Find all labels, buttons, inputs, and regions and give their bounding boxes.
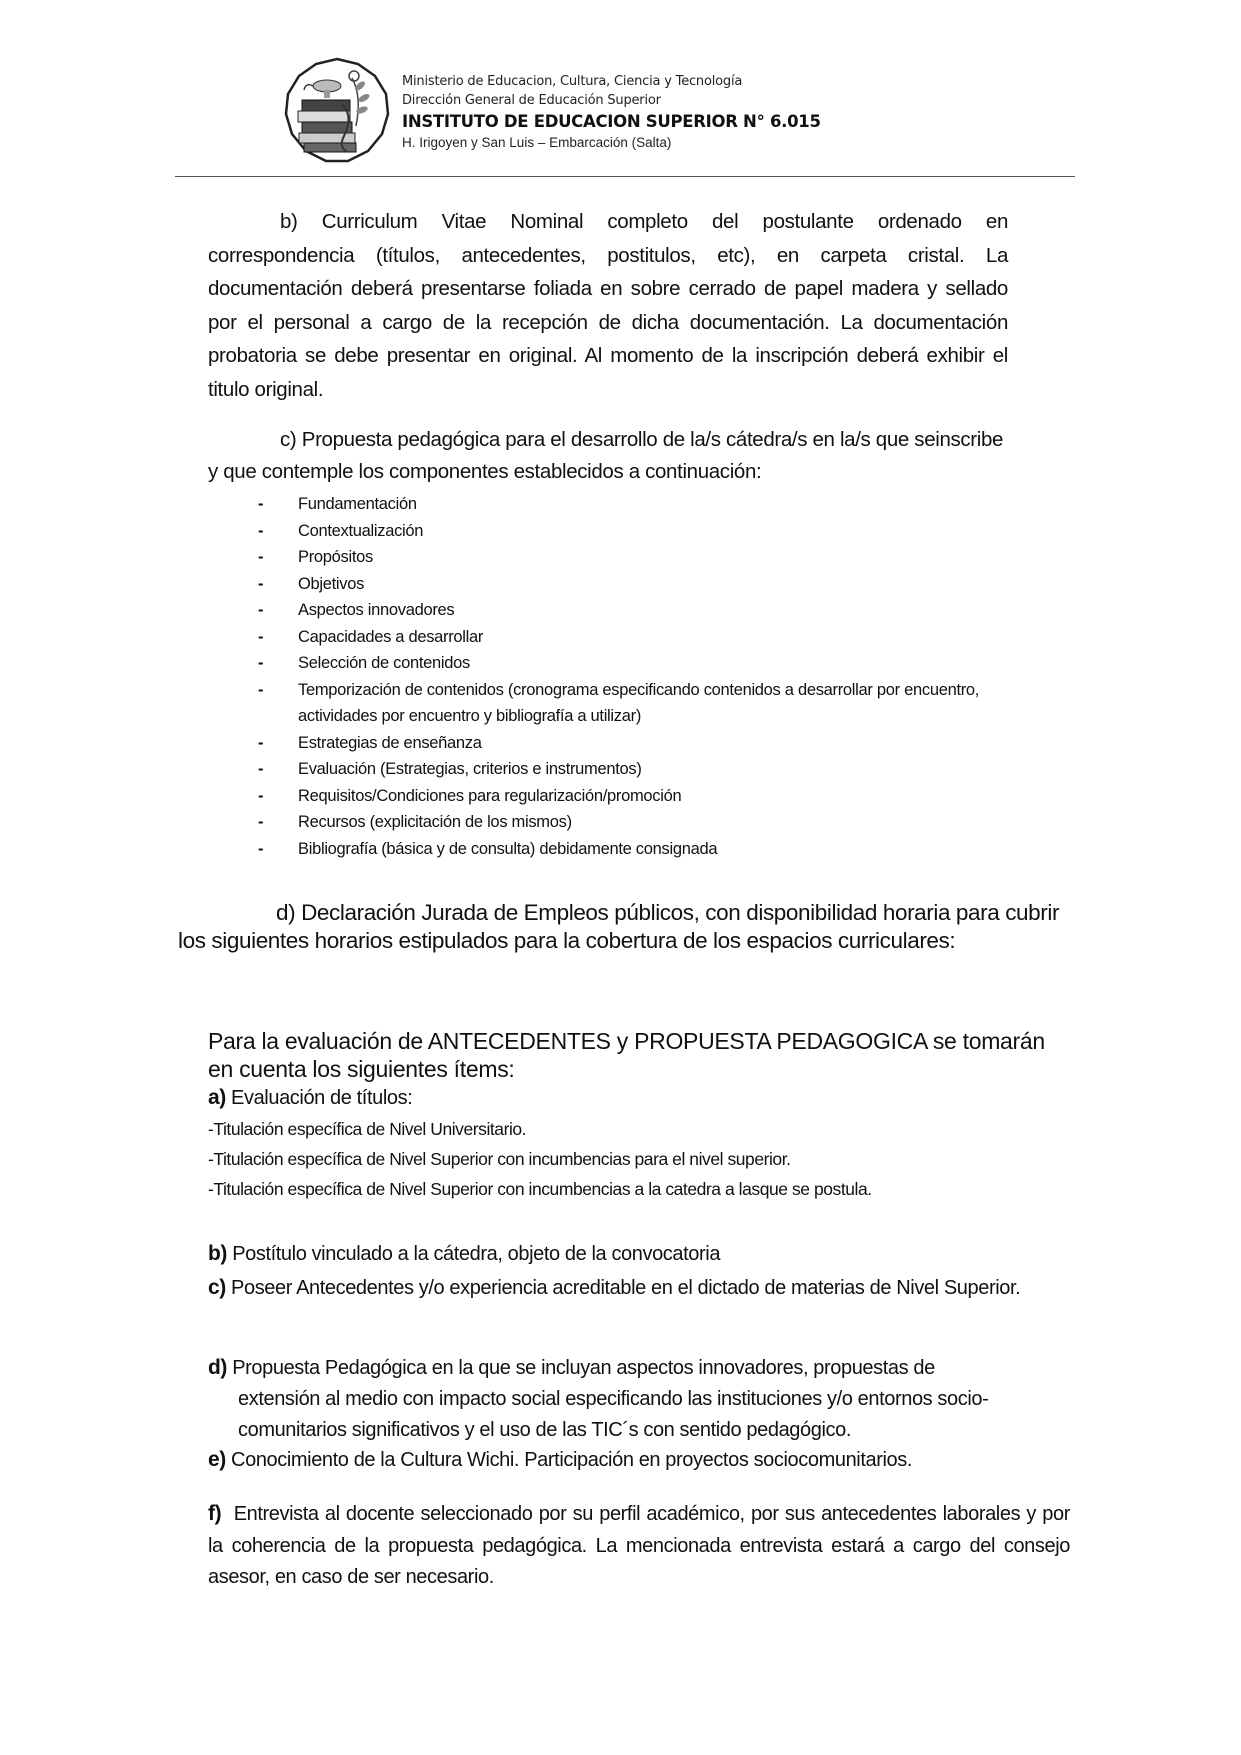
books-lamp-laurel-logo-icon bbox=[282, 56, 392, 166]
evaluation-item-a-label: a) bbox=[208, 1086, 226, 1109]
list-item: - Selección de contenidos bbox=[258, 654, 470, 672]
requirement-c bbox=[208, 424, 1018, 488]
header-divider bbox=[175, 176, 1075, 177]
evaluation-item-e bbox=[208, 1444, 1068, 1476]
list-item: - Contextualización bbox=[258, 521, 424, 540]
evaluation-item-f bbox=[208, 1498, 1070, 1594]
title-criterion: -Titulación específica de Nivel Universitario. bbox=[208, 1119, 527, 1139]
list-item: - Evaluación (Estrategias, criterios e instrumentos) bbox=[258, 760, 642, 778]
title-criteria-list bbox=[208, 1114, 1068, 1204]
evaluation-item-b bbox=[208, 1238, 1068, 1270]
evaluation-item-c-label: c) bbox=[208, 1276, 226, 1299]
requirement-b-label: b) bbox=[280, 210, 298, 233]
title-criterion: -Titulación específica de Nivel Superior con incumbencias para el nivel superior. bbox=[208, 1149, 791, 1169]
list-item: - Capacidades a desarrollar bbox=[258, 627, 484, 646]
evaluation-item-d-text-line1: Propuesta Pedagógica en la que se incluyan aspectos innovadores, propuestas de bbox=[232, 1357, 935, 1379]
directorate-name: Dirección General de Educación Superior bbox=[402, 93, 661, 108]
requirement-d bbox=[178, 899, 1073, 955]
title-criterion: -Titulación específica de Nivel Superior con incumbencias a la catedra a lasque se postula. bbox=[208, 1179, 872, 1199]
evaluation-item-d-label: d) bbox=[208, 1356, 228, 1379]
list-item: - Objetivos bbox=[258, 574, 365, 593]
evaluation-item-f-label: f) bbox=[208, 1502, 222, 1525]
evaluation-item-d-text-rest: extensión al medio con impacto social especificando las instituciones y/o entornos socio-comunitarios significativos y el uso de las TIC´s con sentido pedagógico. bbox=[238, 1388, 989, 1441]
list-item: - Aspectos innovadores bbox=[258, 601, 455, 619]
evaluation-item-c-text: Poseer Antecedentes y/o experiencia acreditable en el dictado de materias de Nivel Superior. bbox=[231, 1277, 1021, 1299]
evaluation-item-a-text: Evaluación de títulos: bbox=[231, 1087, 413, 1109]
evaluation-item-c bbox=[208, 1272, 1070, 1304]
letterhead bbox=[282, 56, 1082, 174]
requirement-d-label: d) bbox=[276, 900, 296, 925]
evaluation-item-a bbox=[208, 1083, 1068, 1113]
proposal-components-list bbox=[258, 491, 1048, 862]
institute-name: INSTITUTO DE EDUCACION SUPERIOR N° 6.015 bbox=[402, 112, 821, 131]
evaluation-item-e-label: e) bbox=[208, 1448, 226, 1471]
evaluation-item-e-text: Conocimiento de la Cultura Wichi. Participación en proyectos sociocomunitarios. bbox=[231, 1449, 912, 1471]
evaluation-item-b-text: Postítulo vinculado a la cátedra, objeto de la convocatoria bbox=[232, 1243, 721, 1265]
letterhead-text bbox=[402, 72, 821, 152]
list-item: - Propósitos bbox=[258, 548, 373, 566]
requirement-c-label: c) bbox=[280, 428, 297, 451]
requirement-b-text: Curriculum Vitae Nominal completo del postulante ordenado en correspondencia (títulos, antecedentes, postitulos, etc), en carpeta cristal. La documentación deberá presentarse foliada en sobre cerrado de papel madera y sellado por el personal a cargo de la recepción de dicha documentación. La documentación probatoria se debe presentar en original. Al momento de la inscripción deberá exhibir el titulo original. bbox=[208, 210, 1008, 401]
list-item: - Recursos (explicitación de los mismos) bbox=[258, 813, 572, 831]
requirement-d-text: Declaración Jurada de Empleos públicos, con disponibilidad horaria para cubrir los siguientes horarios estipulados para la cobertura de los espacios curriculares: bbox=[178, 900, 1060, 953]
list-item: - Bibliografía (básica y de consulta) debidamente consignada bbox=[258, 839, 718, 858]
ministry-name: Ministerio de Educacion, Cultura, Ciencia y Tecnología bbox=[402, 74, 743, 89]
requirement-c-text: Propuesta pedagógica para el desarrollo de la/s cátedra/s en la/s que seinscribe y que contemple los componentes establecidos a continuación: bbox=[208, 428, 1004, 483]
evaluation-item-f-text: Entrevista al docente seleccionado por su perfil académico, por sus antecedentes laborales y por la coherencia de la propuesta pedagógica. La mencionada entrevista estará a cargo del consejo asesor, en caso de ser necesario. bbox=[208, 1503, 1070, 1588]
evaluation-intro: Para la evaluación de ANTECEDENTES y PROPUESTA PEDAGOGICA se tomarán en cuenta los siguientes ítems: bbox=[208, 1028, 1045, 1082]
institute-address: H. Irigoyen y San Luis – Embarcación (Salta) bbox=[402, 135, 672, 150]
list-item: - Requisitos/Condiciones para regularización/promoción bbox=[258, 786, 682, 805]
list-item: - Temporización de contenidos (cronograma especificando contenidos a desarrollar por encuentro, actividades por encuentro y bibliografía a utilizar) bbox=[258, 680, 980, 725]
evaluation-item-b-label: b) bbox=[208, 1242, 228, 1265]
list-item: - Fundamentación bbox=[258, 495, 417, 513]
list-item: - Estrategias de enseñanza bbox=[258, 733, 482, 752]
evaluation-item-d bbox=[208, 1352, 1068, 1446]
requirement-b bbox=[208, 205, 1008, 406]
